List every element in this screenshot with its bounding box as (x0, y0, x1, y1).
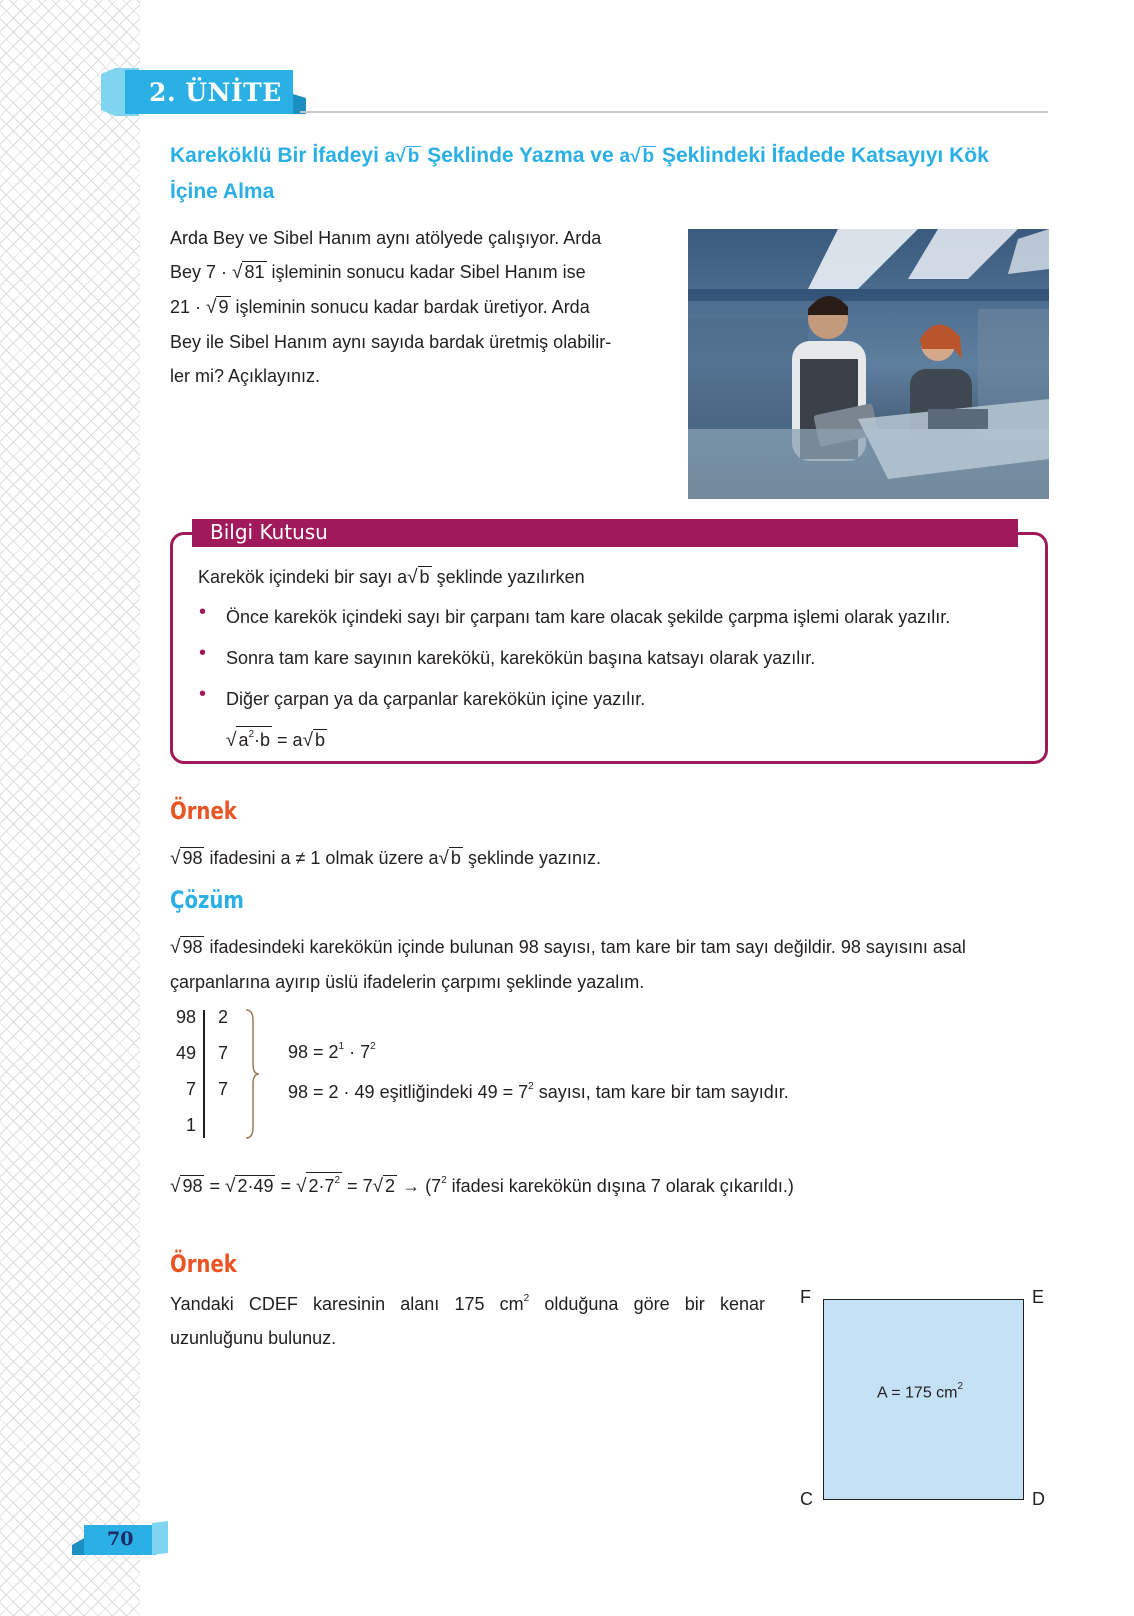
division-line (203, 1010, 205, 1138)
example-question: √ 98 ifadesini a ≠ 1 olmak üzere a√ b şeklinde yazınız. (170, 848, 602, 869)
division-numbers: 98 49 7 1 (175, 1007, 196, 1135)
title-text: Kareköklü Bir İfadeyi (170, 144, 379, 167)
margin-pattern (0, 0, 140, 1616)
corner-label-d: D (1032, 1489, 1045, 1509)
section-title (170, 138, 1050, 209)
bullet-icon: • (199, 601, 207, 623)
bullet-icon: • (199, 642, 207, 664)
title-math-a-sqrt-b: a√ b (384, 146, 420, 167)
factory-workers-photo (688, 229, 1049, 499)
info-item: Önce karekök içindeki sayı bir çarpanı tam kare olacak şekilde çarpma işlemi olarak yazılır. (226, 607, 951, 627)
example-heading: Örnek (170, 797, 237, 825)
info-item: Sonra tam kare sayının karekökü, karekökün başına katsayı olarak yazılır. (226, 648, 816, 668)
corner-label-e: E (1032, 1287, 1045, 1307)
square-area-label: A = 175 $cm^2$ (877, 1381, 964, 1402)
title-math-a-sqrt-b: a√ b (619, 146, 655, 167)
brace-icon (244, 1008, 260, 1140)
solution-text: √ 98 ifadesindeki karekökün içinde bulunan 98 sayısı, tam kare bir tam sayı değildir. 98 sayısını asal çarpanlarına ayırıp üslü ifadelerin çarpımı şeklinde yazalım. (170, 937, 966, 992)
corner-label-f: F (800, 1287, 811, 1307)
unit-banner (101, 68, 306, 116)
final-equation: √ 98 = √ 2·49 = √ $2\cdot 7^2 = 7√$ $2 \to (7^2$ ifadesi karekökün dışına 7 olarak çıkarıldı.) (170, 1166, 794, 1204)
title-text: İçine Alma (170, 180, 275, 203)
division-factors: 2 7 7 (218, 1007, 229, 1099)
bullet-icon: • (199, 683, 207, 705)
factorization-eq: $98 = 2^1 \cdot 7^2$ (288, 1041, 376, 1062)
page-number: 70 (107, 1528, 134, 1550)
example-2-question: Yandaki CDEF karesinin alanı 175 $cm^2$ olduğuna göre bir kenar uzunluğunu bulunuz. (170, 1293, 765, 1348)
title-text: Şeklindeki İfadede Katsayıyı Kök (661, 144, 989, 167)
title-text: Şeklinde Yazma ve (427, 144, 614, 167)
example-heading: Örnek (170, 1250, 237, 1278)
corner-label-c: C (800, 1489, 813, 1509)
info-formula: √ $a^2\cdot b = a√$ b (226, 723, 327, 758)
arrow-icon: → (402, 1176, 421, 1196)
info-item: Diğer çarpan ya da çarpanlar karekökün içine yazılır. (226, 689, 646, 709)
unit-label: 2. ÜNİTE (149, 78, 282, 107)
header-rule (300, 111, 1048, 113)
solution-heading: Çözüm (170, 886, 244, 914)
info-box-lead: Karekök içindeki bir sayı a√ b şeklinde yazılırken (198, 567, 585, 588)
info-box-title: Bilgi Kutusu (210, 520, 328, 544)
intro-paragraph: Arda Bey ve Sibel Hanım aynı atölyede çalışıyor. Arda Bey 7 · √ 81 işleminin sonucu kadar Sibel Hanım ise 21 · √ 9 işleminin sonucu kadar bardak üretiyor. Arda Bey ile Sibel Hanım aynı sayıda bardak üretmiş olabilir- ler mi? Açıklayınız. (170, 228, 612, 386)
perfect-square-note: 98 = 2 · 49 eşitliğindeki $49 = 7^2$ sayısı, tam kare bir tam sayıdır. (288, 1081, 789, 1102)
